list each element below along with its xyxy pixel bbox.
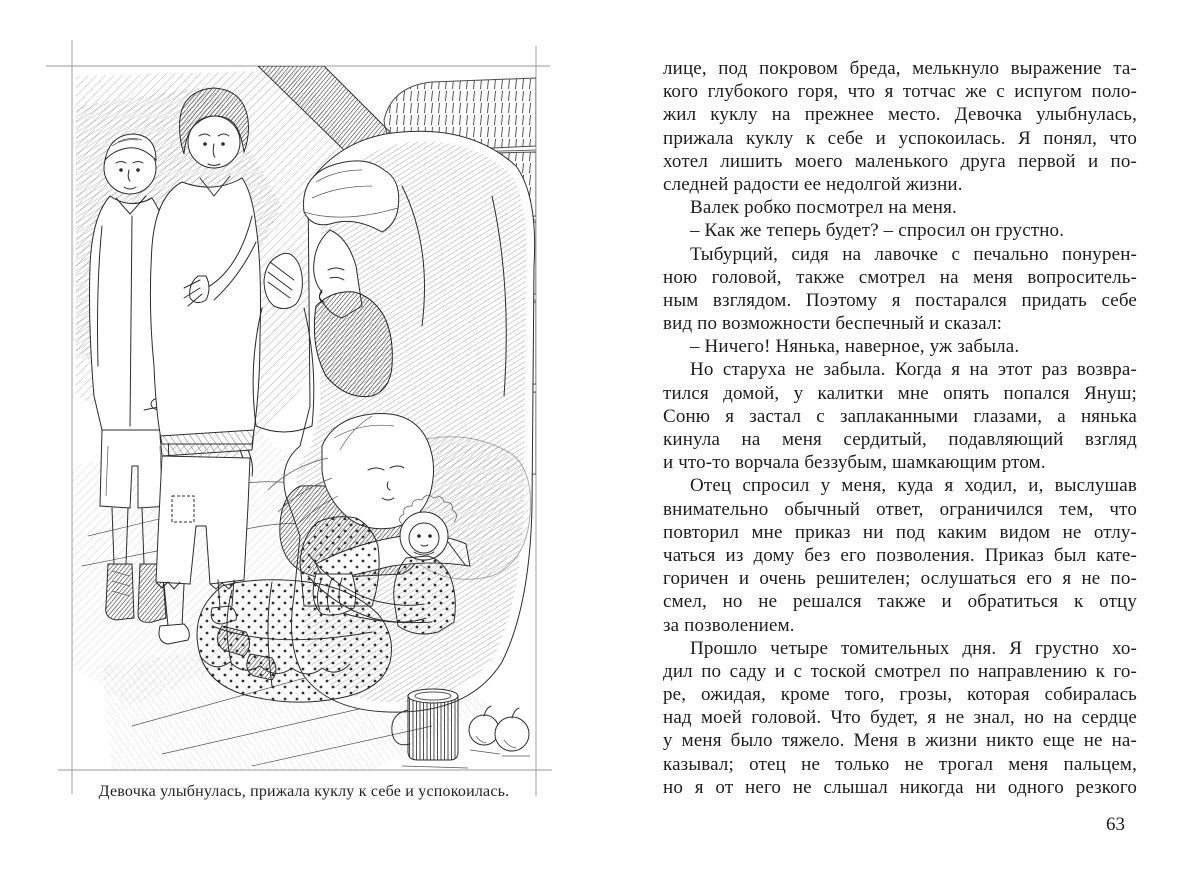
text-line: Соню я застал с заплаканными глазами, а нянька [663,405,1137,427]
text-line: вид по возможности беспечный и сказал: [663,313,1003,335]
text-line: за позволением. [663,614,795,636]
illustration-caption: Девочка улыбнулась, прижала куклу к себе и успокоилась. [98,783,510,800]
text-line: дил по саду и с тоской смотрел по направлению к го- [663,660,1137,682]
text-line: Но старуха не забыла. Когда я на этот раз возвра- [690,359,1137,381]
text-line: и что-то ворчала беззубым, шамкающим ртом. [663,452,1046,474]
apples [469,706,530,756]
text-line: прижала куклу к себе и успокоилась. Я понял, что [663,127,1137,149]
text-line: тился домой, у калитки мне опять попался Януш; [663,382,1137,404]
text-line: повторил мне приказ ни под каким видом не отлу- [663,521,1137,543]
text-line: – Как же теперь будет? – спросил он грустно. [690,220,1065,242]
text-line: Валек робко посмотрел на меня. [690,197,957,219]
text-line: хотел лишить моего маленького друга первой и по- [663,150,1137,172]
left-page [40,36,568,804]
text-line: Тыбурций, сидя на лавочке с печально понурен- [690,243,1137,265]
page-text-column [663,57,1137,799]
text-line: Прошло четыре томительных дня. Я грустно хо- [690,637,1137,659]
text-line: ре, ожидая, кроме того, грозы, которая собиралась [663,684,1137,706]
text-line: лице, под покровом бреда, мелькнуло выражение та- [663,58,1137,79]
text-line: над моей головой. Что будет, я не знал, но на сердце [663,707,1137,729]
text-line: – Ничего! Нянька, наверное, уж забыла. [690,336,1020,358]
page-number: 63 [1106,814,1125,835]
text-line: внимательно обычный ответ, ограничился тем, что [663,498,1137,520]
text-line: горичен и очень решителен; ослушаться его я не по- [663,568,1137,590]
book-illustration [40,36,568,804]
text-line: ною головой, также смотрел на меня вопроситель- [663,266,1137,288]
text-line: казывал; отец не только не трогал меня пальцем, [663,753,1137,775]
text-line: ным взглядом. Поэтому я постарался придать себе [663,289,1137,311]
text-line: кинула на меня сердитый, подавляющий взгляд [663,429,1137,450]
text-line: но я от него не слышал никогда ни одного резкого [663,776,1137,798]
text-line: кого глубокого горя, что я тотчас же с испугом поло- [663,81,1137,103]
text-line: у меня было тяжело. Меня в жизни никто еще не на- [663,730,1137,752]
text-line: жил куклу на прежнее место. Девочка улыбнулась, [663,104,1137,126]
text-line: следней радости ее недолгой жизни. [663,173,963,195]
text-line: чаться из дому без его позволения. Приказ был кате- [663,544,1137,566]
text-line: смел, но не решался также и обратиться к отцу [663,591,1137,613]
text-line: Отец спросил у меня, куда я ходил, и, выслушав [690,475,1137,497]
